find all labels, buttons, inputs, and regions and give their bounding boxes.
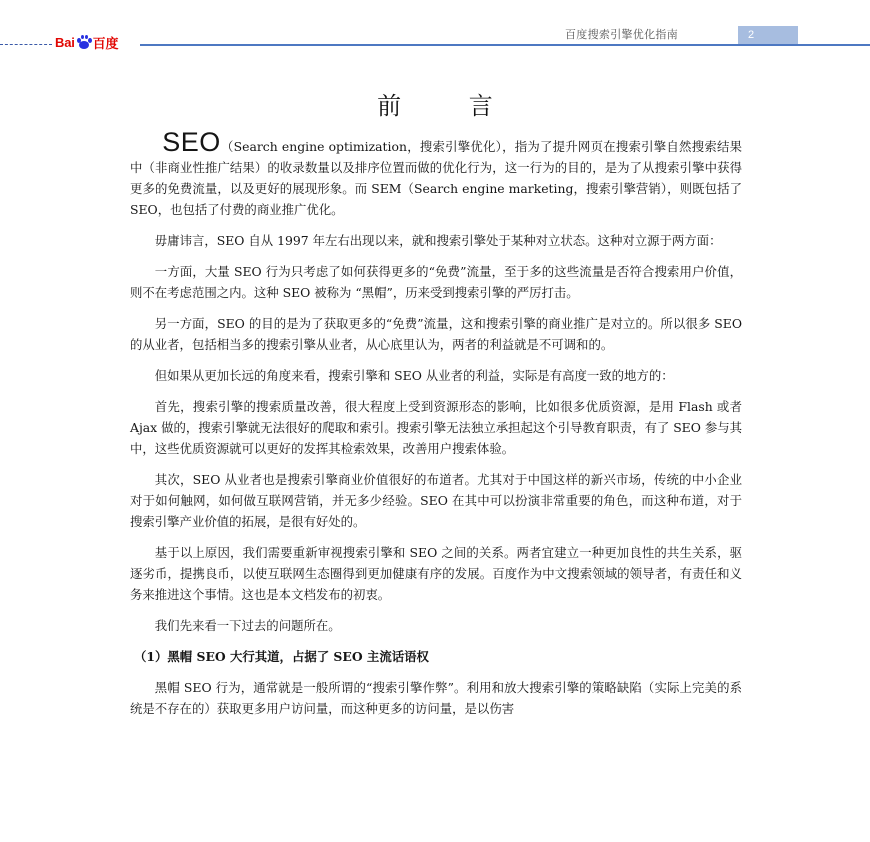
paragraph-1: 毋庸讳言，SEO 自从 1997 年左右出现以来，就和搜索引擎处于某种对立状态。这种对立源于两方面： [154, 233, 722, 248]
logo-text-bai: Bai [55, 34, 75, 50]
header-rule [140, 44, 870, 46]
baidu-logo [55, 34, 118, 50]
page-title: 前 言 [377, 92, 523, 121]
section-heading: （1）黑帽 SEO 大行其道，占据了 SEO 主流话语权 [134, 649, 429, 664]
page-number: 2 [738, 26, 798, 44]
paragraph-5: 首先，搜索引擎的搜索质量改善，很大程度上受到资源形态的影响，比如很多优质资源，是用 Flash 或者 Ajax 做的，搜索引擎就无法很好的爬取和索引。搜索引擎无法独立承担起这个引导教育职责，有了 SEO 参与其中，这些优质资源就可以更好的发挥其检索效果，改善用户搜索体验。 [130, 399, 742, 456]
header-rule-left [0, 44, 52, 45]
paragraph-2: 一方面，大量 SEO 行为只考虑了如何获得更多的“免费”流量，至于多的这些流量是否符合搜索用户价值，则不在考虑范围之内。这种 SEO 被称为 “黑帽”，历来受到搜索引擎的严厉打击。 [130, 264, 742, 300]
document-body [130, 127, 742, 729]
lead-paragraph-text: （Search engine optimization，搜索引擎优化），指为了提升网页在搜索引擎自然搜索结果中（非商业性推广结果）的收录数量以及排序位置而做的优化行为，这一行为的目的，是为了从搜索引擎中获得更多的免费流量，以及更好的展现形象。而 SEM（Search engine marketing，搜索引擎营销），则既包括了 SEO，也包括了付费的商业推广优化。 [130, 139, 742, 217]
paragraph-6: 其次，SEO 从业者也是搜索引擎商业价值很好的布道者。尤其对于中国这样的新兴市场，传统的中小企业对于如何触网，如何做互联网营销，并无多少经验。SEO 在其中可以扮演非常重要的角色，而这种布道，对于搜索引擎产业价值的拓展，是很有好处的。 [130, 472, 742, 529]
paragraph-4: 但如果从更加长远的角度来看，搜索引擎和 SEO 从业者的利益，实际是有高度一致的地方的： [154, 368, 674, 383]
page-header [0, 0, 870, 50]
paw-icon [76, 35, 92, 49]
logo-text-chinese: 百度 [92, 35, 119, 51]
paragraph-3: 另一方面，SEO 的目的是为了获取更多的“免费”流量，这和搜索引擎的商业推广是对立的。所以很多 SEO 的从业者，包括相当多的搜索引擎从业者，从心底里认为，两者的利益就是不可调和的。 [130, 316, 742, 352]
lead-seo-word: SEO [162, 127, 221, 157]
lead-paragraph [130, 127, 742, 220]
paragraph-7: 基于以上原因，我们需要重新审视搜索引擎和 SEO 之间的关系。两者宜建立一种更加良性的共生关系，驱逐劣币，提携良币，以使互联网生态圈得到更加健康有序的发展。百度作为中文搜索领域的领导者，有责任和义务来推进这个事情。这也是本文档发布的初衷。 [130, 545, 742, 602]
final-paragraph: 黑帽 SEO 行为，通常就是一般所谓的“搜索引擎作弊”。利用和放大搜索引擎的策略缺陷（实际上完美的系统是不存在的）获取更多用户访问量，而这种更多的访问量，是以伤害 [130, 680, 742, 716]
document-title: 百度搜索引擎优化指南 [565, 28, 678, 41]
paragraph-8: 我们先来看一下过去的问题所在。 [154, 618, 341, 633]
